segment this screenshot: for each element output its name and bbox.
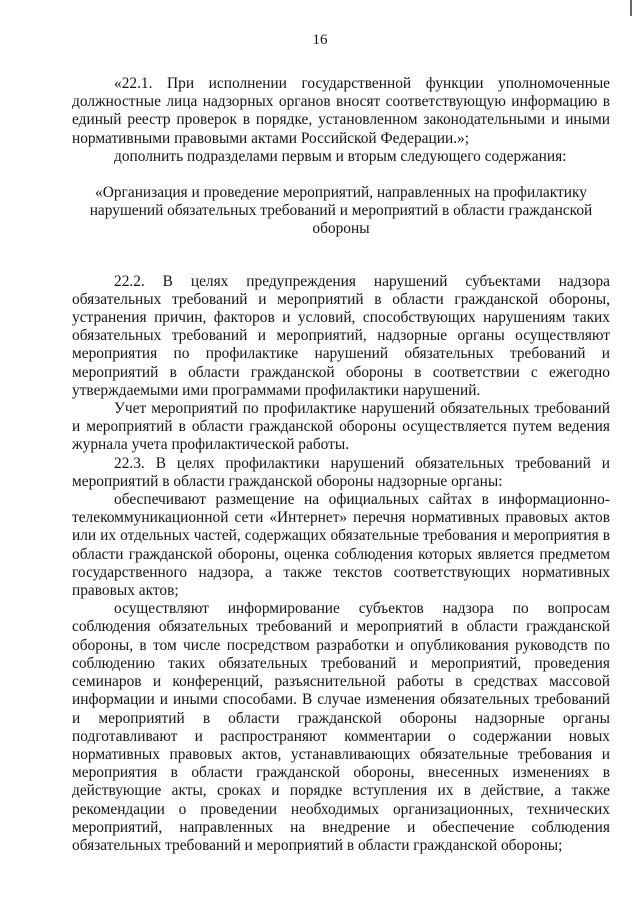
section-heading: «Организация и проведение мероприятий, направленных на профилактику нарушений обязательных требований и мероприятий в области гражданской обороны [89, 184, 593, 238]
scan-artifact [630, 0, 632, 16]
paragraph-22-1: «22.1. При исполнении государственной функции уполномоченные должностные лица надзорных органов вносят соответствующую информацию в единый реестр проверок в порядке, установленном законодательными и иными нормативными правовыми актами Российской Федерации.»; [72, 75, 610, 147]
paragraph-publishing: обеспечивают размещение на официальных сайтах в информационно-телекоммуникационной сети «Интернет» перечня нормативных правовых актов или их отдельных частей, содержащих обязательные требования и мероприятия в области гражданской обороны, оценка соблюдения которых является предметом государственного надзора, а также текстов соответствующих нормативных правовых актов; [72, 491, 610, 600]
paragraph-22-3: 22.3. В целях профилактики нарушений обязательных требований и мероприятий в области гражданской обороны надзорные органы: [72, 454, 610, 490]
document-body [72, 75, 610, 855]
paragraph-accounting: Учет мероприятий по профилактике нарушений обязательных требований и мероприятий в области гражданской обороны осуществляется путем ведения журнала учета профилактической работы. [72, 400, 610, 454]
paragraph-amendment-intro: дополнить подразделами первым и вторым следующего содержания: [114, 147, 567, 165]
page-number: 16 [312, 32, 328, 48]
paragraph-22-2: 22.2. В целях предупреждения нарушений субъектами надзора обязательных требований и мероприятий в области гражданской обороны, устранения причин, факторов и условий, способствующих нарушениям таких обязательных требований и мероприятий, надзорные органы осуществляют мероприятия по профилактике нарушений обязательных требований и мероприятий в области гражданской обороны в соответствии с ежегодно утверждаемыми ими программами профилактики нарушений. [72, 272, 610, 399]
paragraph-informing: осуществляют информирование субъектов надзора по вопросам соблюдения обязательных требований и мероприятий в области гражданской обороны, в том числе посредством разработки и опубликования руководств по соблюдению таких обязательных требований и мероприятий, проведения семинаров и конференций, разъяснительной работы в средствах массовой информации и иными способами. В случае изменения обязательных требований и мероприятий в области гражданской обороны надзорные органы подготавливают и распространяют комментарии о содержании новых нормативных правовых актов, устанавливающих обязательные требования и мероприятия в области гражданской обороны, внесенных изменениях в действующие акты, сроках и порядке вступления их в действие, а также рекомендации о проведении необходимых организационных, технических мероприятий, направленных на внедрение и обеспечение соблюдения обязательных требований и мероприятий в области гражданской обороны; [72, 600, 610, 854]
